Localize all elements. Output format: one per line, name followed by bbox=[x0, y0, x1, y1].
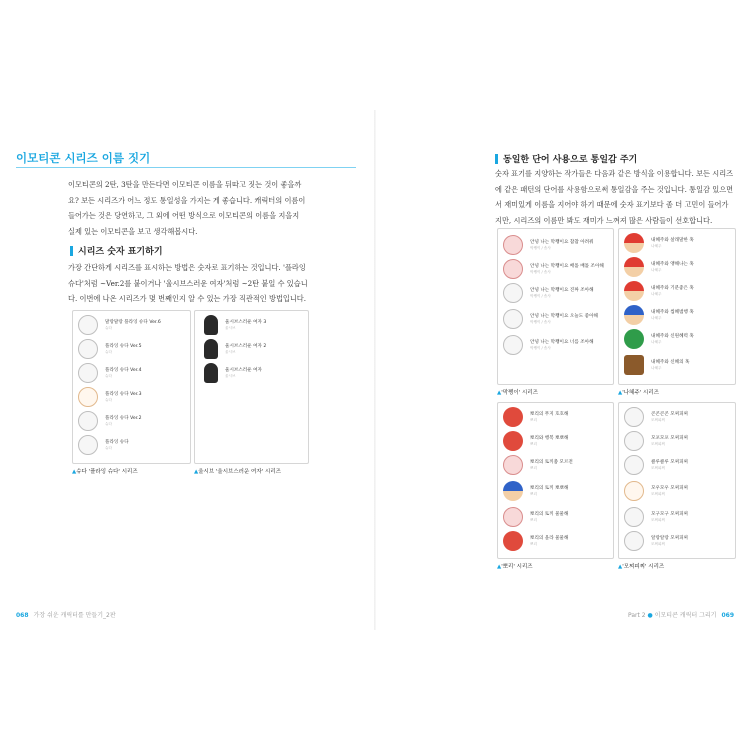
caption-text: '나혜주' 시리즈 bbox=[622, 390, 659, 396]
character-sticker-thumbnail bbox=[204, 315, 218, 335]
character-sticker-thumbnail bbox=[78, 315, 98, 335]
item-author: 뽀리 bbox=[530, 418, 537, 422]
list-item bbox=[503, 507, 568, 527]
item-title: 내혜주와 살래말한 혹 bbox=[651, 238, 694, 243]
item-author: 뽀리 bbox=[530, 442, 537, 446]
list-item bbox=[624, 329, 694, 349]
character-sticker-thumbnail bbox=[624, 431, 644, 451]
item-author: 나혜주 bbox=[651, 244, 662, 248]
list-item bbox=[78, 339, 142, 359]
list-item bbox=[78, 315, 161, 335]
item-author: 나혜주 bbox=[651, 366, 662, 370]
list-item bbox=[624, 407, 688, 427]
caption-text: '막쨍이' 시리즈 bbox=[501, 390, 538, 396]
paragraph-line: 지만, 시리즈의 이름만 봐도 재미가 느껴져 많은 사람들이 선호합니다. bbox=[495, 215, 713, 225]
list-item bbox=[503, 259, 604, 279]
paragraph-line: 슈다'처럼 ~Ver.2를 붙이거나 '울시브스러운 여자'처럼 ~2탄 붙일 수 있습니 bbox=[68, 278, 308, 288]
list-item bbox=[503, 431, 568, 451]
intro-paragraph bbox=[68, 177, 358, 239]
list-item bbox=[624, 507, 688, 527]
caption-triangle-icon: ▲ bbox=[618, 390, 623, 396]
right-footer bbox=[628, 610, 734, 619]
item-title: 안녕 나는 막쨍이요 오늘도 좋아해 bbox=[530, 314, 598, 319]
character-sticker-thumbnail bbox=[624, 481, 644, 501]
item-author: 슈다 bbox=[105, 350, 112, 354]
list-item bbox=[624, 431, 688, 451]
item-author: 뽀리 bbox=[530, 542, 537, 546]
section-heading-same-word bbox=[495, 152, 637, 165]
section2-paragraph bbox=[495, 166, 740, 228]
item-author: 모찌피찌 bbox=[651, 466, 665, 470]
character-sticker-thumbnail bbox=[503, 431, 523, 451]
character-sticker-thumbnail bbox=[503, 335, 523, 355]
character-sticker-thumbnail bbox=[624, 233, 644, 253]
character-sticker-thumbnail bbox=[503, 283, 523, 303]
character-sticker-thumbnail bbox=[78, 387, 98, 407]
item-author: 막쨍이 / 솜사 bbox=[530, 246, 551, 250]
item-title: 뽀리의 토끼 뽀뽀해 bbox=[530, 486, 569, 491]
caption-triangle-icon: ▲ bbox=[618, 564, 623, 570]
item-title: 뽀리의 올라 물물해 bbox=[530, 536, 569, 541]
caption-text: 울시브 '울시브스러운 여자' 시리즈 bbox=[198, 469, 281, 475]
intro-line: 들어가는 것은 당연하고, 그 외에 어떤 방식으로 이모티콘의 이름을 지을지 bbox=[68, 211, 300, 220]
item-title: 내혜주와 앵해나는 혹 bbox=[651, 262, 694, 267]
list-item bbox=[503, 531, 568, 551]
item-title: 플라잉 슈다 bbox=[105, 440, 129, 445]
character-sticker-thumbnail bbox=[624, 531, 644, 551]
character-sticker-thumbnail bbox=[624, 455, 644, 475]
character-sticker-thumbnail bbox=[624, 355, 644, 375]
list-item bbox=[503, 455, 573, 475]
item-author: 나혜주 bbox=[651, 268, 662, 272]
caption-triangle-icon: ▲ bbox=[194, 469, 199, 475]
left-footer bbox=[16, 610, 116, 619]
item-title: 울시브스러운 여자 bbox=[225, 368, 262, 373]
item-author: 뽀리 bbox=[530, 518, 537, 522]
list-item bbox=[503, 309, 598, 329]
list-item bbox=[503, 283, 594, 303]
sticker-panel-nahyeju bbox=[618, 228, 736, 385]
list-item bbox=[624, 355, 689, 375]
list-item bbox=[624, 531, 688, 551]
character-sticker-thumbnail bbox=[624, 329, 644, 349]
paragraph-line: 에 같은 패턴의 단어를 사용함으로써 통일감을 주는 것입니다. 통일감 있으면 bbox=[495, 184, 734, 194]
list-item bbox=[204, 363, 262, 383]
item-author: 막쨍이 / 솜사 bbox=[530, 270, 551, 274]
list-item bbox=[503, 335, 594, 355]
footer-text: 가장 쉬운 캐릭터를 만들기_2판 bbox=[33, 612, 116, 619]
intro-line: 요? 보든 시리즈가 어느 정도 통일성을 가지는 게 좋습니다. 캐릭터의 이름이 bbox=[68, 195, 306, 205]
item-author: 모찌피찌 bbox=[651, 542, 665, 546]
sticker-panel-ulsib bbox=[194, 310, 309, 464]
character-sticker-thumbnail bbox=[78, 363, 98, 383]
character-sticker-thumbnail bbox=[624, 407, 644, 427]
item-author: 슈다 bbox=[105, 374, 112, 378]
item-title: 모구모구 모찌피찌 bbox=[651, 512, 688, 517]
list-item bbox=[503, 481, 568, 501]
list-item bbox=[204, 339, 266, 359]
sticker-panel-mojjipijji bbox=[618, 402, 736, 559]
item-title: 클루클루 모찌피찌 bbox=[651, 460, 688, 465]
item-author: 뽀리 bbox=[530, 466, 537, 470]
sticker-panel-flying-syuda bbox=[72, 310, 191, 464]
character-sticker-thumbnail bbox=[503, 259, 523, 279]
character-sticker-thumbnail bbox=[204, 363, 218, 383]
footer-dot-icon: ● bbox=[647, 612, 653, 619]
character-sticker-thumbnail bbox=[78, 411, 98, 431]
item-author: 슈다 bbox=[105, 446, 112, 450]
caption-triangle-icon: ▲ bbox=[497, 390, 502, 396]
list-item bbox=[624, 305, 694, 325]
item-author: 나혜주 bbox=[651, 292, 662, 296]
caption-text: '뽀리' 시리즈 bbox=[501, 564, 533, 570]
panel-caption bbox=[194, 467, 281, 475]
list-item bbox=[78, 387, 142, 407]
item-title: 안녕 나는 막쨍이요 진짜 조아해 bbox=[530, 288, 594, 293]
chapter-title-rule bbox=[16, 167, 356, 168]
paragraph-line: 다. 이번에 나온 시리즈가 몇 번째인지 알 수 있는 가장 직관적인 방법입니다. bbox=[68, 294, 306, 303]
item-author: 막쨍이 / 솜사 bbox=[530, 320, 551, 324]
character-sticker-thumbnail bbox=[503, 481, 523, 501]
item-title: 뽀리와 행복 뽀뽀해 bbox=[530, 436, 569, 441]
item-author: 슈다 bbox=[105, 398, 112, 402]
panel-caption bbox=[618, 388, 659, 396]
page-gutter bbox=[374, 110, 376, 630]
section-heading-text: 동일한 단어 사용으로 통일감 주기 bbox=[503, 155, 638, 165]
character-sticker-thumbnail bbox=[624, 305, 644, 325]
list-item bbox=[624, 281, 694, 301]
intro-line: 이모티콘의 2탄, 3탄을 만든다면 이모티콘 이름을 뒤따고 짓는 것이 좋을까 bbox=[68, 180, 302, 189]
blue-bar-bullet bbox=[495, 154, 498, 164]
footer-text: 이모티콘 캐릭터 그리기 bbox=[654, 612, 717, 619]
item-author: 울시브 bbox=[225, 374, 236, 378]
character-sticker-thumbnail bbox=[78, 435, 98, 455]
list-item bbox=[624, 257, 694, 277]
item-title: 모포모포 모찌피찌 bbox=[651, 436, 688, 441]
item-title: 안녕 나는 막쨍이요 너를 조아해 bbox=[530, 340, 594, 345]
item-title: 플라잉 슈다 Ver.4 bbox=[105, 368, 142, 373]
item-title: 내혜주와 기분좋은 혹 bbox=[651, 286, 694, 291]
character-sticker-thumbnail bbox=[503, 235, 523, 255]
list-item bbox=[624, 233, 694, 253]
character-sticker-thumbnail bbox=[503, 309, 523, 329]
list-item bbox=[503, 407, 568, 427]
item-title: 내혜주와 씸혜범행 혹 bbox=[651, 310, 694, 315]
section1-paragraph bbox=[68, 260, 358, 307]
item-author: 모찌피찌 bbox=[651, 492, 665, 496]
item-author: 모찌피찌 bbox=[651, 418, 665, 422]
list-item bbox=[503, 235, 594, 255]
item-author: 나혜주 bbox=[651, 316, 662, 320]
panel-caption bbox=[497, 388, 538, 396]
sticker-panel-makjjaengi bbox=[497, 228, 614, 385]
caption-triangle-icon: ▲ bbox=[72, 469, 77, 475]
intro-line: 실제 있는 이모티콘을 보고 생각해봅시다. bbox=[68, 226, 198, 236]
character-sticker-thumbnail bbox=[503, 507, 523, 527]
list-item bbox=[624, 455, 688, 475]
panel-caption bbox=[618, 562, 664, 570]
list-item bbox=[78, 363, 142, 383]
item-title: 모우모우 모찌피찌 bbox=[651, 486, 688, 491]
caption-text: '모찌피찌' 시리즈 bbox=[622, 564, 665, 570]
item-title: 안녕 나는 막쨍이요 찹찹 아려줘 bbox=[530, 240, 594, 245]
item-title: 말랑말랑 플라잉 슈다 Ver.6 bbox=[105, 320, 161, 325]
item-author: 막쨍이 / 솜사 bbox=[530, 346, 551, 350]
item-author: 울시브 bbox=[225, 326, 236, 330]
item-title: 내혜주와 신혜의 혹 bbox=[651, 360, 690, 365]
caption-text: 슈다 '플라잉 슈다' 시리즈 bbox=[76, 469, 138, 475]
caption-triangle-icon: ▲ bbox=[497, 564, 502, 570]
list-item bbox=[78, 435, 129, 455]
item-title: 플라잉 슈다 Ver.5 bbox=[105, 344, 142, 349]
item-title: 알랑알랑 모찌피찌 bbox=[651, 536, 688, 541]
paragraph-line: 가장 간단하게 시리즈를 표시하는 방법은 숫자로 표기하는 것입니다. '플라잉 bbox=[68, 263, 306, 272]
item-author: 나혜주 bbox=[651, 340, 662, 344]
item-author: 모찌피찌 bbox=[651, 442, 665, 446]
character-sticker-thumbnail bbox=[624, 507, 644, 527]
item-title: 내혜주와 신원혜력 혹 bbox=[651, 334, 694, 339]
list-item bbox=[78, 411, 142, 431]
footer-part: Part 2 bbox=[628, 612, 646, 619]
blue-bar-bullet bbox=[70, 246, 73, 256]
item-title: 뽀리의 토끼춤 모르전 bbox=[530, 460, 573, 465]
item-title: 플라잉 슈다 Ver.2 bbox=[105, 416, 142, 421]
character-sticker-thumbnail bbox=[624, 281, 644, 301]
item-title: 콘콘콘콘 모찌피찌 bbox=[651, 412, 688, 417]
list-item bbox=[624, 481, 688, 501]
character-sticker-thumbnail bbox=[503, 407, 523, 427]
chapter-title: 이모티콘 시리즈 이름 짓기 bbox=[16, 151, 151, 165]
paragraph-line: 서 재미있게 이름을 지어야 하기 때문에 숫자 표기보다 좀 더 고민이 들어가 bbox=[495, 200, 729, 209]
item-author: 뽀리 bbox=[530, 492, 537, 496]
panel-caption bbox=[72, 467, 138, 475]
item-title: 플라잉 슈다 Ver.3 bbox=[105, 392, 142, 397]
character-sticker-thumbnail bbox=[624, 257, 644, 277]
paragraph-line: 숫자 표기를 지양하는 작가들은 다음과 같은 방식을 이용합니다. 보든 시리즈 bbox=[495, 169, 734, 178]
item-title: 울시브스러운 여자 3 bbox=[225, 320, 267, 325]
item-author: 슈다 bbox=[105, 326, 112, 330]
item-title: 뽀리의 토끼 물물해 bbox=[530, 512, 569, 517]
item-author: 슈다 bbox=[105, 422, 112, 426]
page-number: 068 bbox=[16, 612, 29, 619]
item-author: 울시브 bbox=[225, 350, 236, 354]
item-author: 막쨍이 / 솜사 bbox=[530, 294, 551, 298]
panel-caption bbox=[497, 562, 533, 570]
item-title: 뽀리의 무지 호호해 bbox=[530, 412, 569, 417]
character-sticker-thumbnail bbox=[78, 339, 98, 359]
character-sticker-thumbnail bbox=[503, 531, 523, 551]
sticker-panel-ppori bbox=[497, 402, 614, 559]
item-author: 모찌피찌 bbox=[651, 518, 665, 522]
item-title: 안녕 나는 막쨍이요 배틀 배틀 조아해 bbox=[530, 264, 604, 269]
character-sticker-thumbnail bbox=[204, 339, 218, 359]
section-heading-text: 시리즈 숫자 표기하기 bbox=[78, 247, 163, 257]
page-number: 069 bbox=[721, 612, 734, 619]
character-sticker-thumbnail bbox=[503, 455, 523, 475]
item-title: 울시브스러운 여자 2 bbox=[225, 344, 267, 349]
section-heading-number-series bbox=[70, 244, 163, 257]
list-item bbox=[204, 315, 266, 335]
